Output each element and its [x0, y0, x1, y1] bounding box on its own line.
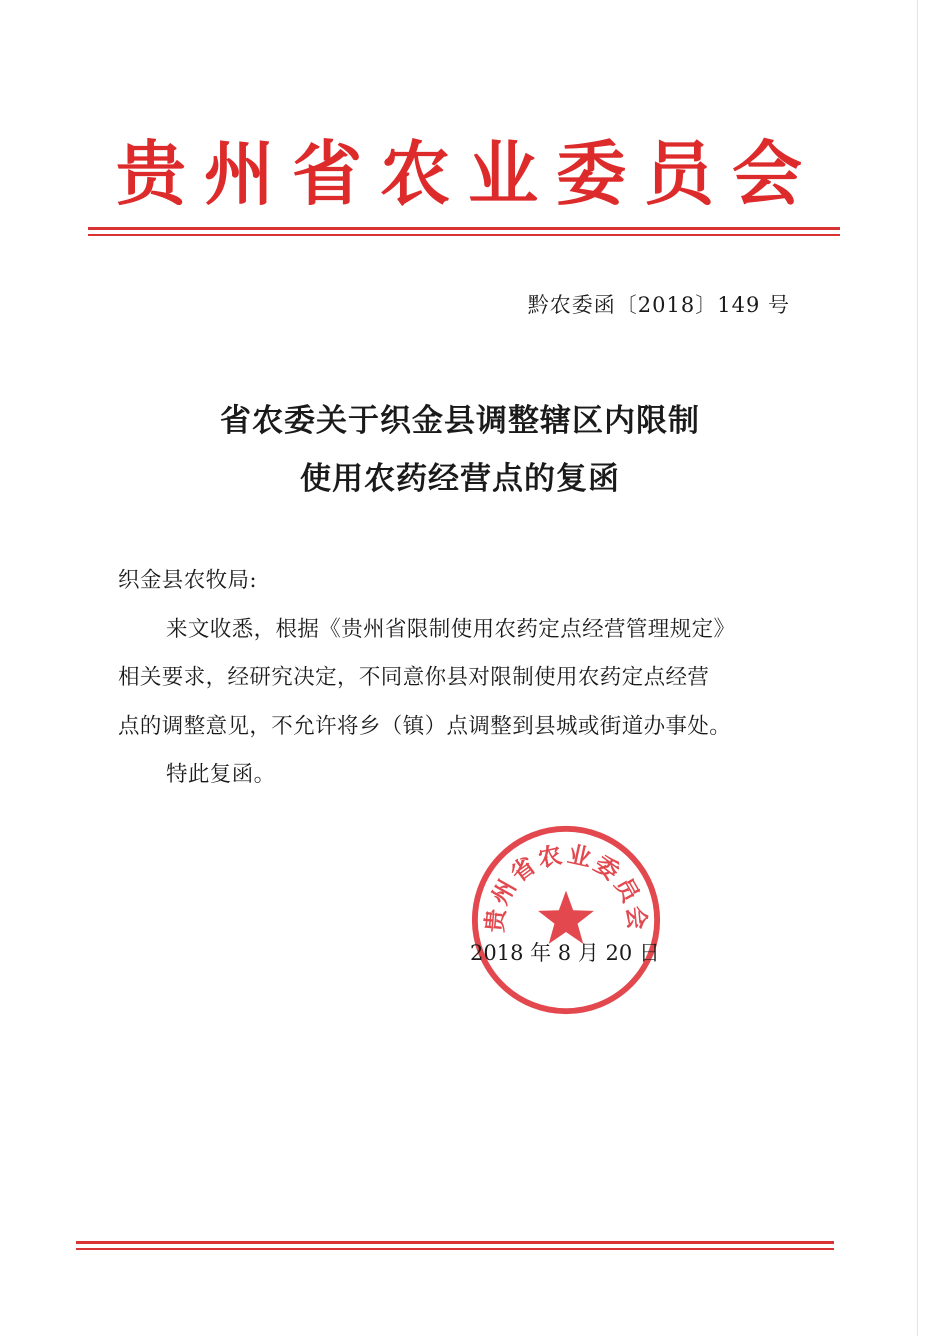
document-body — [118, 557, 808, 800]
document-title-line-2: 使用农药经营点的复函 — [300, 461, 620, 497]
letterhead-rule-thin — [88, 234, 840, 236]
body-line-3: 点的调整意见，不允许将乡（镇）点调整到县城或街道办事处。 — [118, 713, 732, 739]
document-title-line-1: 省农委关于织金县调整辖区内限制 — [220, 403, 700, 439]
seal-text: 贵州省农业委员会 — [480, 840, 652, 934]
signature-date: 2018 年 8 月 20 日 — [470, 941, 660, 965]
document-title — [90, 392, 830, 508]
body-paragraph — [118, 606, 808, 752]
agency-letterhead: 贵州省农业委员会 — [116, 133, 820, 215]
official-seal — [468, 822, 664, 1018]
letterhead-rule-thick — [88, 227, 840, 230]
body-line-1: 来文收悉，根据《贵州省限制使用农药定点经营管理规定》 — [166, 616, 736, 642]
salutation: 织金县农牧局: — [118, 568, 258, 593]
document-number: 黔农委函〔2018〕149 号 — [527, 293, 790, 317]
body-line-2: 相关要求，经研究决定，不同意你县对限制使用农药定点经营 — [118, 665, 710, 690]
page-edge-line — [917, 0, 918, 1336]
closing-remark: 特此复函。 — [166, 762, 276, 787]
footer-rule-thin — [76, 1248, 834, 1250]
footer-rule-thick — [76, 1241, 834, 1244]
